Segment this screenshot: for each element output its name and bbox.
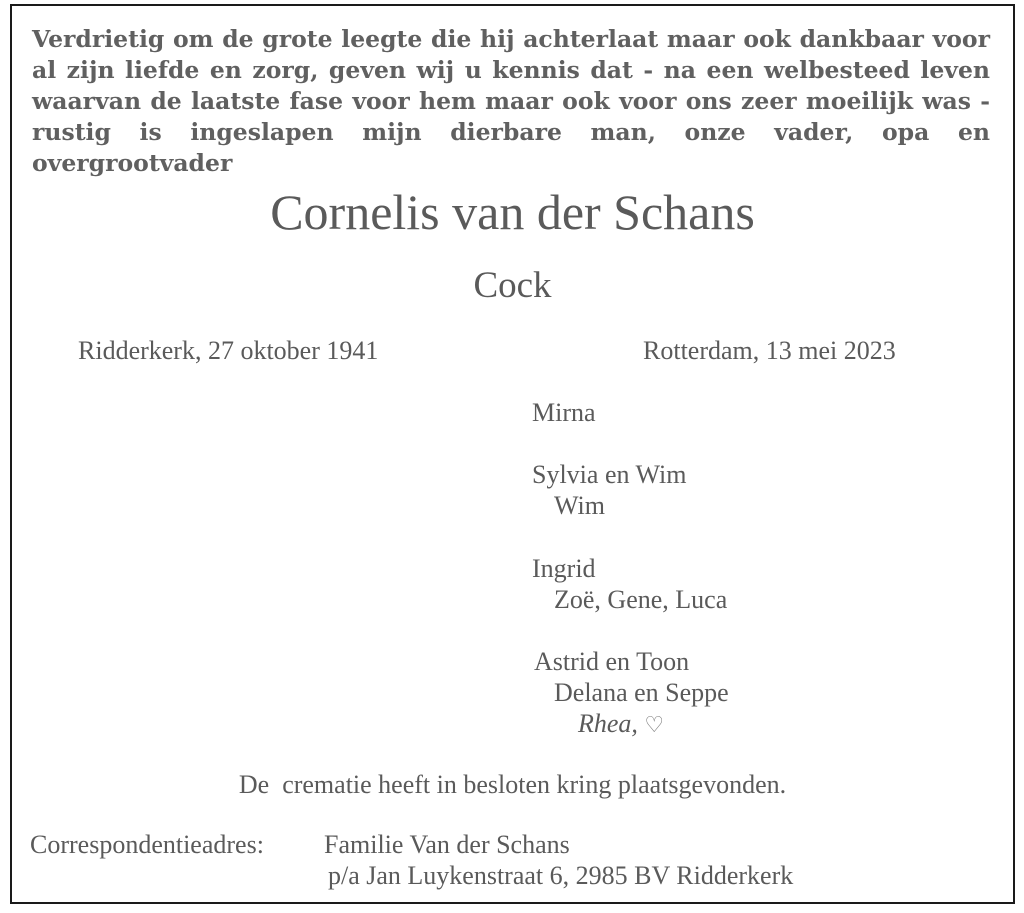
correspondence-line-1: Familie Van der Schans (324, 830, 570, 859)
family-greatgrandchildren-3 (578, 709, 664, 741)
family-grandchildren-1: Wim (554, 491, 605, 520)
greatgrandchild-name: Rhea, (578, 709, 638, 738)
family-child-2: Ingrid (532, 554, 596, 583)
family-spouse: Mirna (532, 398, 596, 427)
cremation-notice: De crematie heeft in besloten kring plaatsgevonden. (238, 770, 787, 799)
birth-date: Ridderkerk, 27 oktober 1941 (78, 336, 379, 365)
intro-text: Verdrietig om de grote leegte die hij achterlaat maar ook dankbaar voor al zijn liefde en zorg, geven wij u kennis dat - na een welbesteed leven waarvan de laatste fase voor hem maar ook voor ons zeer moeilijk was - rustig is ingeslapen mijn dierbare man, onze vader, opa en overgrootvader (32, 25, 990, 177)
deceased-nickname: Cock (473, 265, 552, 306)
correspondence-label: Correspondentieadres: (30, 830, 264, 859)
family-grandchildren-3: Delana en Seppe (554, 678, 729, 707)
death-date: Rotterdam, 13 mei 2023 (643, 336, 896, 365)
heart-icon: ♡ (644, 713, 665, 738)
family-child-3: Astrid en Toon (534, 647, 690, 676)
correspondence-line-2: p/a Jan Luykenstraat 6, 2985 BV Ridderkerk (328, 861, 794, 890)
obituary-card (10, 4, 1015, 904)
deceased-name: Cornelis van der Schans (270, 184, 755, 240)
family-grandchildren-2: Zoë, Gene, Luca (554, 585, 728, 614)
family-child-1: Sylvia en Wim (532, 460, 687, 489)
